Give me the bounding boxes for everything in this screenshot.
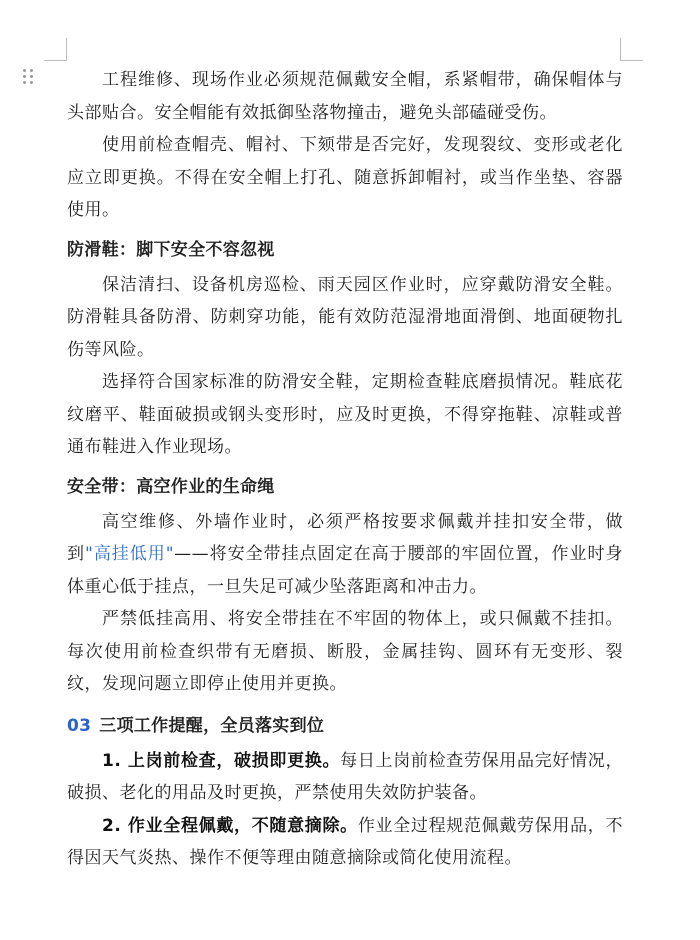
reminder-item-2-text: 作业全过程规范佩戴劳保用品，不得因天气炎热、操作不便等理由随意摘除或简化使用流程。 [67, 815, 623, 868]
shoes-heading: 防滑鞋：脚下安全不容忽视 [67, 239, 275, 260]
shoes-paragraph-2: 选择符合国家标准的防滑安全鞋，定期检查鞋底磨损情况。鞋底花纹磨平、鞋面破损或钢头变形时，应及时更换，不得穿拖鞋、凉鞋或普通布鞋进入作业现场。 [67, 372, 623, 457]
helmet-paragraph-1: 工程维修、现场作业必须规范佩戴安全帽，系紧帽带，确保帽体与头部贴合。安全帽能有效抵御坠落物撞击，避免头部磕碰受伤。 [67, 70, 623, 123]
reminder-item-2-bold: 2. 作业全程佩戴，不随意摘除。 [102, 815, 358, 836]
page-corner-mark-top-left [44, 38, 67, 61]
highlighted-phrase: "高挂低用" [85, 544, 175, 564]
drag-handle-icon[interactable] [23, 69, 35, 85]
belt-paragraph-2: 严禁低挂高用、将安全带挂在不牢固的物体上，或只佩戴不挂扣。每次使用前检查织带有无磨损、断股，金属挂钩、圆环有无变形、裂纹，发现问题立即停止使用并更换。 [67, 609, 623, 694]
helmet-paragraph-2: 使用前检查帽壳、帽衬、下颏带是否完好，发现裂纹、变形或老化应立即更换。不得在安全帽上打孔、随意拆卸帽衬，或当作坐垫、容器使用。 [67, 135, 623, 220]
reminder-item-1 [67, 745, 623, 810]
belt-paragraph-1 [67, 506, 623, 604]
belt-heading: 安全带：高空作业的生命绳 [67, 476, 275, 497]
section-number: 03 [67, 715, 92, 736]
section-title: 三项工作提醒，全员落实到位 [99, 715, 325, 736]
page-corner-mark-top-right [620, 38, 643, 61]
reminder-item-1-bold: 1. 上岗前检查，破损即更换。 [102, 750, 341, 771]
document-body [67, 64, 623, 875]
reminder-item-1-text: 每日上岗前检查劳保用品完好情况，破损、老化的用品及时更换，严禁使用失效防护装备。 [67, 750, 624, 803]
section-3-heading [67, 710, 623, 742]
belt-paragraph-1-text-a: 高空维修、外墙作业时，必须严格按要求佩戴并挂扣安全带，做到 [67, 511, 623, 564]
belt-paragraph-1-text-b: ——将安全带挂点固定在高于腰部的牢固位置，作业时身体重心低于挂点，一旦失足可减少坠落距离和冲击力。 [67, 544, 624, 597]
shoes-paragraph-1: 保洁清扫、设备机房巡检、雨天园区作业时，应穿戴防滑安全鞋。防滑鞋具备防滑、防刺穿功能，能有效防范湿滑地面滑倒、地面硬物扎伤等风险。 [67, 274, 623, 360]
reminder-item-2 [67, 810, 623, 875]
